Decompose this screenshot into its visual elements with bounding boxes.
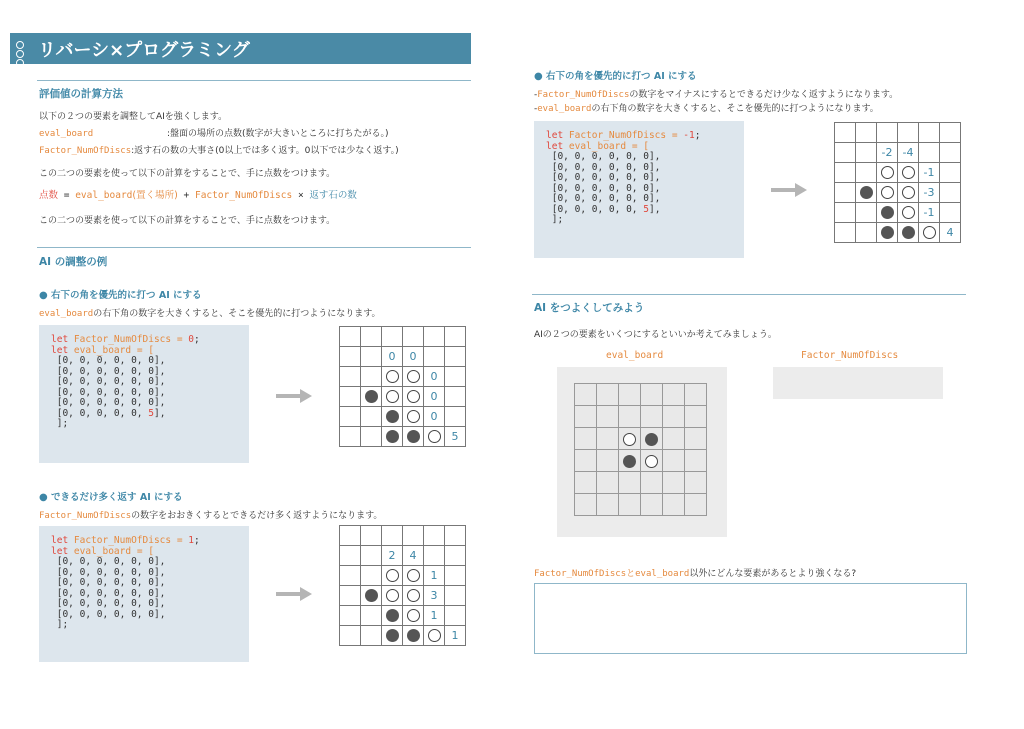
code-keyword: let [51, 545, 74, 557]
white-disc-icon [386, 390, 399, 403]
white-disc-icon [407, 609, 420, 622]
black-disc-icon [407, 629, 420, 642]
formula-eq: = [58, 190, 76, 201]
four-circles-icon [16, 41, 32, 57]
example3-desc2: -eval_boardの右下角の数字を大きくすると、そこを優先的に打つようになります。 [534, 104, 879, 114]
white-disc-icon [902, 206, 915, 219]
formula-eval-board: eval_board [75, 190, 133, 201]
eval-board-definition [39, 126, 389, 139]
code-eq: = [171, 535, 189, 546]
example2-desc [39, 508, 382, 521]
code-row: [0, 0, 0, 0, 0, [551, 203, 644, 215]
score-formula [39, 187, 357, 201]
grid-label: 1 [424, 606, 445, 626]
code-row: [0, 0, 0, 0, 0, 0], [551, 161, 661, 173]
black-disc-icon [365, 390, 378, 403]
white-disc-icon [407, 589, 420, 602]
example3-heading [534, 68, 697, 82]
code-var: Factor_NumOfDiscs [568, 130, 667, 141]
code-eq: = [171, 334, 189, 345]
example1-desc-text: の右下角の数字を大きくすると、そこを優先的に打つようになります。 [93, 309, 381, 319]
eval-intro: 以下の２つの要素を調整してAIを強くします。 [39, 112, 228, 122]
grid-label: 4 [403, 546, 424, 566]
formula-place: (置く場所) [132, 190, 178, 201]
code-row: [0, 0, 0, 0, 0, 0], [551, 193, 661, 204]
code-row: [0, 0, 0, 0, 0, 0], [56, 587, 166, 599]
grid-label: 3 [424, 586, 445, 606]
white-disc-icon [407, 410, 420, 423]
white-disc-icon [428, 430, 441, 443]
formula-flipped: 返す石の数 [309, 190, 357, 201]
black-disc-icon [881, 226, 894, 239]
example1-desc-code: eval_board [39, 309, 94, 319]
code-value: 0 [188, 334, 195, 345]
filled-circle-bullet-icon: ● [39, 290, 48, 301]
code-keyword: let [546, 130, 569, 141]
example3-desc1-text: の数字をマイナスにするとできるだけ少なく返すようになります。 [629, 90, 899, 100]
code-var: Factor_NumOfDiscs [73, 334, 172, 345]
example3-board-grid [834, 122, 961, 243]
eval-board-input-grid[interactable] [574, 383, 707, 516]
answer-box[interactable] [534, 583, 967, 654]
grid-label: 0 [424, 407, 445, 427]
grid-label: 1 [445, 626, 466, 646]
code-row-end: ], [153, 407, 166, 419]
code-eq: = [666, 130, 684, 141]
code-value: -1 [683, 130, 695, 141]
black-disc-icon [881, 206, 894, 219]
example3-desc2-text: の右下角の数字を大きくすると、そこを優先的に打つようになります。 [591, 104, 879, 114]
grid-label: -4 [898, 143, 919, 163]
grid-label: 0 [424, 367, 445, 387]
example2-heading [39, 489, 183, 503]
grid-label: 4 [940, 223, 961, 243]
grid-label: -3 [919, 183, 940, 203]
code-row: [0, 0, 0, 0, 0, 0], [551, 182, 661, 194]
white-disc-icon [407, 569, 420, 582]
code-row: [0, 0, 0, 0, 0, 0], [56, 365, 166, 377]
code-row: [0, 0, 0, 0, 0, 0], [56, 577, 166, 588]
grid-label: 1 [424, 566, 445, 586]
code-keyword: let [546, 140, 569, 152]
example1-desc [39, 306, 380, 319]
section-heading-eval: 評価値の計算方法 [39, 88, 123, 100]
code-open: = [ [131, 344, 154, 356]
example3-code-block [534, 121, 744, 258]
right-arrow-icon [771, 183, 807, 197]
black-disc-icon [860, 186, 873, 199]
question-eval-board: eval_board [635, 569, 690, 579]
page-title: リバーシ×プログラミング [38, 39, 250, 61]
black-disc-icon [386, 609, 399, 622]
grid-label: 2 [382, 546, 403, 566]
white-disc-icon [881, 186, 894, 199]
code-open: = [ [626, 140, 649, 152]
code-row: [0, 0, 0, 0, 0, [56, 407, 149, 419]
code-var: Factor_NumOfDiscs [73, 535, 172, 546]
black-disc-icon [386, 629, 399, 642]
example3-desc1: -Factor_NumOfDiscsの数字をマイナスにするとできるだけ少なく返すようになります。 [534, 90, 899, 100]
grid-label: -2 [877, 143, 898, 163]
section-divider [532, 294, 966, 295]
code-row: [0, 0, 0, 0, 0, [56, 608, 149, 620]
black-disc-icon [386, 410, 399, 423]
calc-intro: この二つの要素を使って以下の計算をすることで、手に点数をつけます。 [39, 169, 336, 179]
question-text [534, 566, 856, 579]
white-disc-icon [407, 370, 420, 383]
code-semicolon: ; [194, 535, 200, 546]
factor-definition [39, 143, 399, 156]
white-disc-icon [881, 166, 894, 179]
example1-code-block [39, 325, 249, 463]
grid-label: 0 [382, 347, 403, 367]
grid-label: 5 [445, 427, 466, 447]
example2-desc-text: の数字をおおきくするとできるだけ多く返すようになります。 [131, 511, 383, 521]
code-keyword: let [51, 344, 74, 356]
example2-board-grid [339, 525, 466, 646]
code-row: [0, 0, 0, 0, 0, 0], [56, 556, 166, 567]
calc-outro: この二つの要素を使って以下の計算をすることで、手に点数をつけます。 [39, 216, 336, 226]
code-row: [0, 0, 0, 0, 0, 0], [551, 151, 661, 162]
section-divider [37, 80, 471, 81]
factor-column-label: Factor_NumOfDiscs [801, 350, 899, 361]
section-heading-examples: AI の調整の例 [39, 256, 108, 268]
white-disc-icon [428, 629, 441, 642]
code-semicolon: ; [694, 130, 701, 141]
example2-heading-text: できるだけ多く返す AI にする [51, 492, 183, 503]
code-row: [0, 0, 0, 0, 0, 0], [56, 566, 166, 578]
code-row: [0, 0, 0, 0, 0, 0], [56, 397, 166, 408]
formula-plus: + [177, 190, 195, 201]
example1-board-grid [339, 326, 466, 447]
grid-label: -1 [919, 203, 940, 223]
formula-factor: Factor_NumOfDiscs [194, 190, 293, 201]
formula-score: 点数 [39, 190, 59, 201]
question-factor: Factor_NumOfDiscs [534, 569, 627, 579]
code-value: 0 [148, 608, 154, 620]
white-disc-icon [386, 589, 399, 602]
code-value-five: 5 [148, 407, 154, 419]
code-row: [0, 0, 0, 0, 0, 0], [56, 376, 166, 387]
code-row: [0, 0, 0, 0, 0, 0], [56, 598, 166, 609]
white-disc-icon [407, 390, 420, 403]
filled-circle-bullet-icon: ● [39, 492, 48, 503]
example2-desc-code: Factor_NumOfDiscs [39, 511, 132, 521]
right-arrow-icon [276, 587, 312, 601]
filled-circle-bullet-icon: ● [534, 71, 543, 82]
example3-desc1-code: Factor_NumOfDiscs [537, 90, 630, 100]
white-disc-icon [923, 226, 936, 239]
factor-term: Factor_NumOfDiscs [39, 146, 132, 156]
formula-times: × [292, 190, 310, 201]
section-divider [37, 247, 471, 248]
factor-input-box[interactable] [773, 367, 943, 399]
example3-heading-text: 右下の角を優先的に打つ AI にする [546, 71, 697, 82]
code-var: eval_board [568, 140, 627, 152]
black-disc-icon [365, 589, 378, 602]
example2-code-block [39, 526, 249, 662]
code-row-end: ], [648, 203, 661, 215]
code-row-end: ], [153, 608, 166, 620]
code-close: ]; [56, 418, 69, 429]
grid-label: -1 [919, 163, 940, 183]
section-heading-strong: AI をつよくしてみよう [534, 302, 645, 314]
grid-label: 0 [424, 387, 445, 407]
example1-heading [39, 287, 202, 301]
white-disc-icon [902, 186, 915, 199]
code-keyword: let [51, 535, 74, 546]
white-disc-icon [386, 370, 399, 383]
example3-desc2-code: eval_board [537, 104, 592, 114]
page-title-bar [10, 33, 471, 64]
right-arrow-icon [276, 389, 312, 403]
code-row: [0, 0, 0, 0, 0, 0], [56, 386, 166, 398]
white-disc-icon [902, 166, 915, 179]
code-var: eval_board [73, 545, 132, 557]
white-disc-icon [645, 455, 658, 468]
eval-board-term: eval_board [39, 129, 94, 139]
eval-board-column-label: eval_board [606, 350, 664, 361]
code-close: ]; [551, 214, 564, 225]
white-disc-icon [386, 569, 399, 582]
code-close: ]; [56, 619, 69, 630]
eval-board-desc: :盤面の場所の点数(数字が大きいところに打ちたがる。) [167, 129, 389, 139]
code-value: 1 [188, 535, 195, 546]
code-row: [0, 0, 0, 0, 0, 0], [551, 172, 661, 183]
white-disc-icon [623, 433, 636, 446]
question-body: 以外にどんな要素があるとより強くなる? [689, 569, 857, 579]
black-disc-icon [386, 430, 399, 443]
code-var: eval_board [73, 344, 132, 356]
black-disc-icon [902, 226, 915, 239]
factor-desc: :返す石の数の大事さ(0以上では多く返す。0以下では少なく返す。) [131, 146, 399, 156]
black-disc-icon [407, 430, 420, 443]
strong-intro: AIの２つの要素をいくつにするといいか考えてみましょう。 [534, 330, 777, 340]
question-and: と [626, 569, 636, 579]
example1-heading-text: 右下の角を優先的に打つ AI にする [51, 290, 202, 301]
code-semicolon: ; [194, 334, 200, 345]
black-disc-icon [645, 433, 658, 446]
code-row: [0, 0, 0, 0, 0, 0], [56, 355, 166, 366]
code-value-five: 5 [643, 203, 649, 215]
code-keyword: let [51, 334, 74, 345]
black-disc-icon [623, 455, 636, 468]
code-open: = [ [131, 545, 154, 557]
grid-label: 0 [403, 347, 424, 367]
